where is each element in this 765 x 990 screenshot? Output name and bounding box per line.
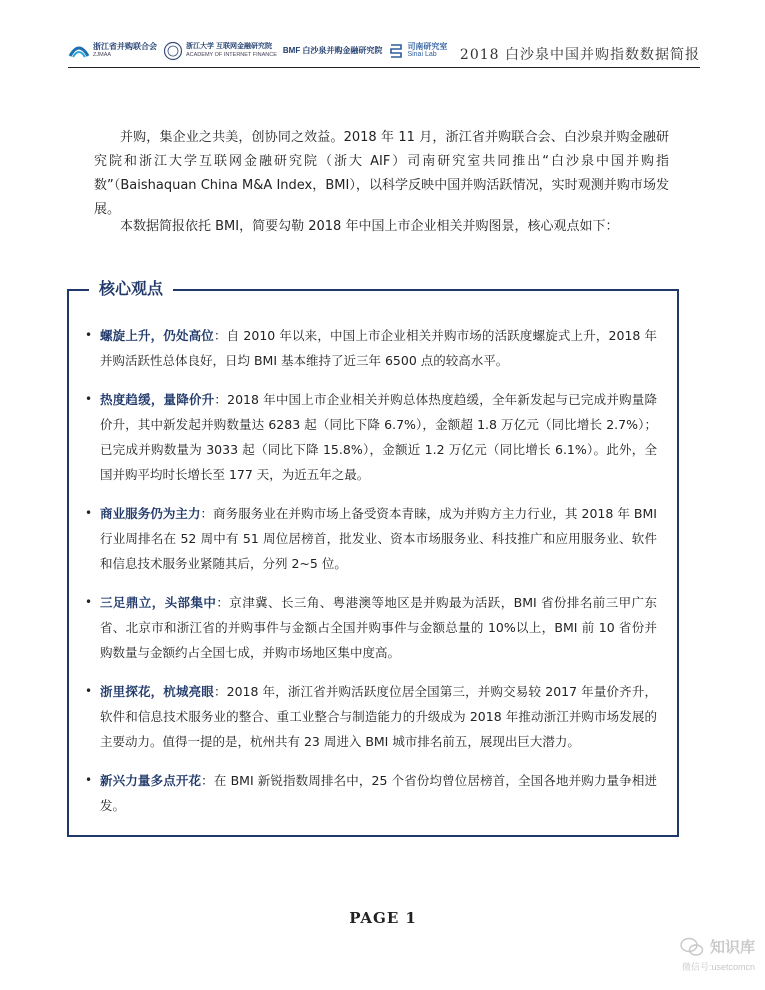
logo-strip (68, 36, 447, 66)
key-point-body: ：自 2010 年以来，中国上市企业相关并购市场的活跃度螺旋式上升，2018 年并购活跃性总体良好，日均 BMI 基本维持了近三年 6500 点的较高水平。 (100, 328, 657, 368)
wechat-icon (680, 937, 704, 957)
key-points-list (69, 323, 681, 832)
sinai-lab-logo (388, 42, 447, 60)
watermark (645, 936, 755, 973)
zju-aif-logo (163, 41, 277, 61)
watermark-name: 知识库 (709, 939, 755, 956)
zjmaa-logo-name: 浙江省并购联合会 (93, 42, 157, 51)
zju-seal-icon (163, 41, 183, 61)
key-point-item (69, 387, 681, 487)
key-point-heading: 螺旋上升，仍处高位 (100, 328, 214, 343)
page-number: 1 (405, 909, 416, 927)
bullet-icon: • (85, 392, 93, 406)
key-point-body: ：2018 年中国上市企业相关并购总体热度趋缓，全年新发起与已完成并购量降价升，其中新发起并购数量达 6283 起（同比下降 6.7%），金额超 1.8 万亿元（同比增长 2.7%）；已完成并购数量为 3033 起（同比下降 15.8%），金额近 1.2 万亿元（同比增长 6.1%）。此外，全国并购平均时长增长至 177 天，为近五年之最。 (100, 392, 657, 482)
zjmaa-logo-abbr: ZJMAA (93, 52, 112, 58)
key-point-item (69, 768, 681, 818)
page-label: PAGE (349, 909, 400, 927)
key-points-title: 核心观点 (99, 279, 164, 298)
page-footer (0, 908, 765, 927)
bullet-icon: • (85, 595, 93, 609)
zjmaa-logo (68, 42, 157, 60)
bullet-icon: • (85, 506, 93, 520)
page-header (68, 34, 700, 66)
report-title: 2018 白沙泉中国并购指数数据简报 (459, 47, 700, 63)
header-divider (68, 67, 700, 68)
key-point-body: ：商务服务业在并购市场上备受资本青睐，成为并购方主力行业，其 2018 年 BMI 行业周排名在 52 周中有 51 周位居榜首，批发业、资本市场服务业、科技推广和应用服务业、软件和信息技术服务业紧随其后，分列 2~5 位。 (100, 506, 657, 571)
key-points-box (67, 279, 679, 837)
key-point-heading: 热度趋缓，量降价升 (100, 392, 215, 407)
watermark-account: 微信号:usetcomcn (681, 962, 755, 972)
key-point-heading: 三足鼎立，头部集中 (100, 595, 217, 610)
zju-aif-logo-en: ACADEMY OF INTERNET FINANCE (186, 52, 277, 58)
key-point-heading: 商业服务仍为主力 (100, 506, 201, 521)
sinai-logo-en: Sinai Lab (407, 51, 437, 58)
zjmaa-emblem-icon (68, 42, 90, 60)
intro-paragraph-2: 本数据简报依托 BMI，简要勾勒 2018 年中国上市企业相关并购图景，核心观点如下： (120, 219, 619, 234)
key-points-title-wrap (89, 276, 173, 302)
key-point-body: ：京津冀、长三角、粤港澳等地区是并购最为活跃，BMI 省份排名前三甲广东省、北京市和浙江省的并购事件与金额占全国并购事件与金额总量的 10%以上，BMI 前 10 省份并购数量与金额约占全国七成，并购市场地区集中度高。 (100, 595, 657, 660)
key-point-item (69, 501, 681, 576)
key-point-body: ：在 BMI 新锐指数周排名中，25 个省份均曾位居榜首，全国各地并购力量争相迸发。 (100, 773, 657, 813)
key-point-heading: 新兴力量多点开花 (100, 773, 202, 788)
intro-paragraph-1: 并购，集企业之共美，创协同之效益。2018 年 11 月，浙江省并购联合会、白沙泉并购金融研究院和浙江大学互联网金融研究院（浙大 AIF）司南研究室共同推出“白沙泉中国并购指数”（Baishaquan China M&A Index，BMI），以科学反映中国并购活跃情况，实时观测并购市场发展。 (94, 130, 669, 217)
key-point-heading: 浙里探花，杭城亮眼 (100, 684, 214, 699)
bullet-icon: • (85, 684, 93, 698)
bullet-icon: • (85, 328, 93, 342)
key-point-item (69, 323, 681, 373)
sinai-logo-name: 司南研究室 (407, 42, 448, 51)
zju-aif-logo-name: 浙江大学 互联网金融研究院 (186, 43, 272, 50)
bmf-logo-name: BMF 白沙泉并购金融研究院 (282, 46, 383, 55)
bullet-icon: • (85, 773, 93, 787)
key-point-item (69, 679, 681, 754)
bmf-logo (283, 47, 383, 55)
key-point-item (69, 590, 681, 665)
key-point-body: ：2018 年，浙江省并购活跃度位居全国第三，并购交易较 2017 年量价齐升，软件和信息技术服务业的整合、重工业整合与制造能力的升级成为 2018 年推动浙江并购市场发展的主要动力。值得一提的是，杭州共有 23 周进入 BMI 城市排名前五，展现出巨大潜力。 (100, 684, 657, 749)
sinai-mark-icon (388, 42, 404, 60)
